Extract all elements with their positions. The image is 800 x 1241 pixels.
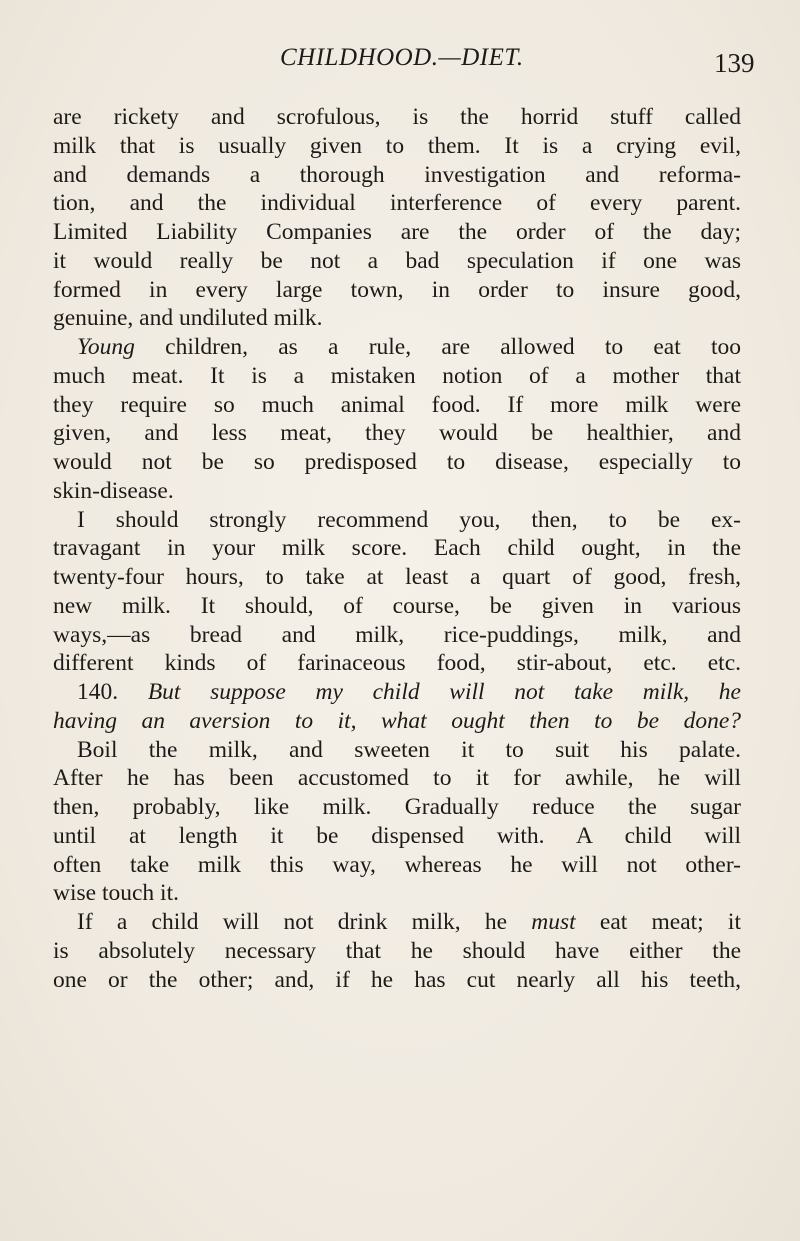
text-line — [53, 908, 741, 937]
text-line-italic: must — [531, 909, 576, 935]
text-line — [53, 448, 741, 477]
text-line-content: they require so much animal food. If more milk were — [53, 391, 741, 418]
text-line-suffix: eat meat; it — [575, 909, 741, 935]
text-line-content: then, probably, like milk. Gradually reduce the sugar — [53, 794, 741, 820]
text-line-content: formed in every large town, in order to insure good, — [53, 276, 741, 303]
text-line-italic: But suppose my child will not take milk, he — [147, 679, 741, 705]
text-line-content: Limited Liability Companies are the order of the day; — [53, 219, 741, 245]
text-line — [53, 966, 741, 995]
text-line — [53, 304, 741, 333]
text-line — [53, 247, 741, 276]
text-line — [53, 937, 741, 966]
text-line-prefix: If a child will not drink milk, he — [77, 909, 532, 935]
text-line-content: ways,—as bread and milk, rice-puddings, milk, and — [53, 621, 741, 648]
text-line — [53, 477, 741, 506]
text-line — [53, 736, 741, 765]
text-line — [53, 621, 741, 650]
text-line — [53, 189, 741, 218]
text-line-content: skin-disease. — [53, 477, 174, 504]
text-line — [53, 218, 741, 247]
text-line-content: new milk. It should, of course, be given in various — [53, 592, 741, 619]
text-line — [53, 362, 741, 391]
text-line — [53, 707, 741, 736]
text-line-prefix: 140. — [77, 679, 148, 705]
running-title: CHILDHOOD.—DIET. — [280, 44, 524, 71]
text-line — [53, 391, 741, 420]
running-head — [0, 44, 800, 84]
text-line-content: would not be so predisposed to disease, especially to — [53, 449, 741, 475]
text-line-content: much meat. It is a mistaken notion of a mother that — [53, 362, 741, 389]
text-line — [53, 132, 741, 161]
page-number: 139 — [714, 48, 755, 78]
text-line — [53, 563, 741, 592]
text-line-content: wise touch it. — [53, 880, 179, 907]
text-line-content: one or the other; and, if he has cut nearly all his teeth, — [53, 966, 741, 993]
text-line-content: different kinds of farinaceous food, stir-about, etc. etc. — [53, 650, 741, 677]
text-line-content: milk that is usually given to them. It is a crying evil, — [53, 132, 741, 159]
text-line-content: often take milk this way, whereas he will not other- — [53, 851, 741, 878]
text-line — [53, 851, 741, 880]
text-line-content: genuine, and undiluted milk. — [53, 305, 323, 332]
text-line — [53, 879, 741, 908]
text-line-suffix: children, as a rule, are allowed to eat too — [134, 334, 741, 360]
text-line — [53, 161, 741, 190]
text-line — [53, 678, 741, 707]
text-line — [53, 419, 741, 448]
text-line — [53, 276, 741, 305]
text-line-content: tion, and the individual interference of every parent. — [53, 190, 741, 217]
text-line — [53, 822, 741, 851]
text-line-content: until at length it be dispensed with. A child will — [53, 822, 741, 849]
text-line-content: I should strongly recommend you, then, to be ex- — [77, 506, 741, 533]
text-line — [53, 103, 741, 132]
text-line — [53, 592, 741, 621]
text-line-content: are rickety and scrofulous, is the horrid stuff called — [53, 104, 741, 130]
text-line-content: travagant in your milk score. Each child ought, in the — [53, 535, 741, 562]
text-line-content: it would really be not a bad speculation if one was — [53, 247, 741, 274]
text-line-content: given, and less meat, they would be healthier, and — [53, 420, 741, 447]
body-text — [53, 103, 741, 994]
text-line-italic: having an aversion to it, what ought then to be done? — [53, 707, 741, 734]
text-line-italic: Young — [77, 334, 135, 360]
text-line — [53, 649, 741, 678]
text-line — [53, 333, 741, 362]
text-line-content: is absolutely necessary that he should have either the — [53, 937, 741, 964]
text-line-content: and demands a thorough investigation and reforma- — [53, 161, 741, 188]
text-line — [53, 793, 741, 822]
text-line — [53, 764, 741, 793]
text-line-content: Boil the milk, and sweeten it to suit his palate. — [77, 736, 741, 763]
text-line-content: twenty-four hours, to take at least a quart of good, fresh, — [53, 564, 741, 590]
text-line — [53, 506, 741, 535]
text-line-content: After he has been accustomed to it for awhile, he will — [53, 765, 741, 792]
text-line — [53, 534, 741, 563]
